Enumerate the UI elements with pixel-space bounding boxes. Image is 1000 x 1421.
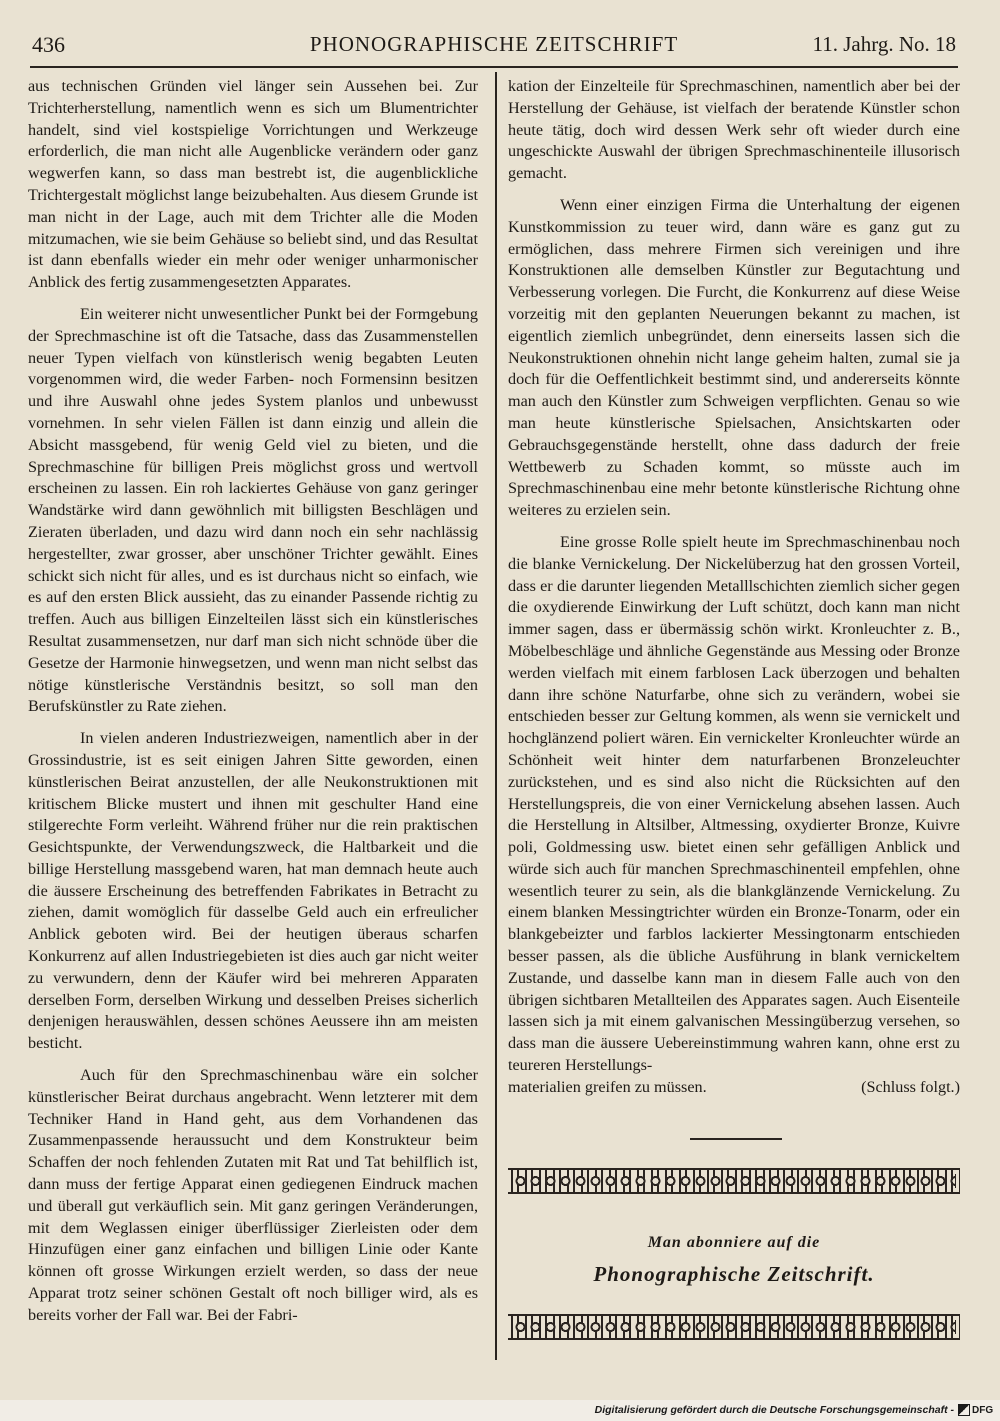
dfg-logo-icon: [958, 1404, 970, 1416]
right-paragraph-2: Wenn einer einzigen Firma die Unterhaltung der eigenen Kunstkommission zu teuer wird, dann wäre es ganz gut zu ermöglichen, dass mehrere Firmen sich vereinigen und ihre Konstruktionen alle demselben Künstler zur Begutachtung und Verbesserung vorlegen. Die Furcht, die Konkurrenz auf diese Weise vorzeitig mit den geplanten Neuerungen bekannt zu machen, ist eigentlich ziemlich unbegründet, denn einerseits lassen sich die Neukonstruktionen ohnehin nicht lange geheim halten, zumal sie ja doch für die Oeffentlichkeit bestimmt sind, und andererseits könnte man auch den Künstler zum Schweigen verpflichten. Genau so wie man heute künstlerische Spielsachen, Ansichtskarten oder Gebrauchsgegenstände herstellt, ohne dass dadurch der freie Wettbewerb zu Schaden kommt, so müsste auch im Sprechmaschinenbau eine mehr betonte künstlerische Richtung ohne weiteres zu erzielen sein.: [508, 195, 960, 520]
page-number: 436: [32, 32, 65, 57]
to-be-continued: (Schluss folgt.): [861, 1077, 960, 1096]
section-end-rule: [690, 1138, 782, 1140]
ornamental-border-bottom: [508, 1314, 960, 1340]
left-paragraph-4: Auch für den Sprechmaschinenbau wäre ein solcher künstlerischer Beirat durchaus angebracht. Wenn letzterer mit dem Techniker Hand in Hand geht, aus dem Vorhandenen das Zusammenpassende heraussucht und dem Konstrukteur beim Schaffen der noch fehlenden Zutaten mit Rat und Tat behilflich ist, dann muss der fertige Apparat einen gediegenen Eindruck machen und überall gut verkäuflich sein. Mit ganz geringen Veränderungen, mit dem Weglassen einiger überflüssiger Zierleisten oder dem Hinzufügen einer ganz einfachen und billigen Linie oder Kante können oft grosse Wirkungen erzielt werden, so dass der neue Apparat trotz seiner schönen Gestalt oft noch billiger wird, als es bereits vorher der Fall war. Bei der Fabri-: [28, 1066, 478, 1324]
left-column: [28, 76, 478, 1337]
closing-line: [508, 1077, 960, 1099]
right-paragraph-1: kation der Einzelteile für Sprechmaschinen, namentlich aber bei der Herstellung der Gehäuse, ist vielfach der beratende Künstler schon heute tätig, doch wird dessen Werk sehr oft wieder durch eine ungeschickte Auswahl der übrigen Sprechmaschinenteile illusorisch gemacht.: [508, 77, 960, 183]
funding-credit: Digitalisierung gefördert durch die Deutsche Forschungsgemeinschaft -: [594, 1404, 954, 1416]
dfg-logo-text: DFG: [972, 1404, 994, 1416]
ad-journal-name: Phonographische Zeitschrift.: [593, 1262, 875, 1286]
right-paragraph-3: [508, 532, 960, 1077]
left-paragraph-2: Ein weiterer nicht unwesentlicher Punkt bei der Formgebung der Sprechmaschine ist oft die Tatsache, dass das Zusammenstellen neuer Typen vielfach von künstlerisch wenig begabten Leuten vorgenommen wird, die weder Farben- noch Formensinn besitzen und ihre Auswahl ohne jedes System planlos und unbewusst vornehmen. In sehr vielen Fällen ist dann einzig und allein die Absicht massgebend, für wenig Geld viel zu bieten, und die Sprechmaschine für billigen Preis möglichst gross und wertvoll erscheinen zu lassen. Ein roh lackiertes Gehäuse von ganz geringer Wandstärke wird dann gewöhnlich mit billigsten Beschlägen und Zieraten überladen, und dazu wird dann noch ein sehr nachlässig hergestellter, zwar grosser, aber unschöner Trichter gewählt. Eines schickt sich nicht für alles, und es ist durchaus nicht so einfach, wie es auf den ersten Blick aussieht, das zu einander Passende richtig zu treffen. Auch aus billigen Einzelteilen lässt sich ein künstlerisches Resultat zusammensetzen, nur darf man sich nicht schnöde über die Gesetze der Harmonie hinwegsetzen, und wenn man nicht selbst das nötige künstlerische Verständnis besitzt, so soll man den Berufskünstler zu Rate ziehen.: [28, 304, 478, 716]
left-paragraph-1: aus technischen Gründen viel länger sein Aussehen bei. Zur Trichterherstellung, namentlich wenn es sich um Blumentrichter handelt, sind viel kostspielige Vorrichtungen und Werkzeuge erforderlich, die man nicht alle Augenblicke verändern oder ganz wegwerfen kann, so dass man bestrebt ist, die augenblickliche Trichtergestalt möglichst lange beizubehalten. Aus diesem Grunde ist man nicht in der Lage, auch mit dem Trichter alle die Moden mitzumachen, wie sie beim Gehäuse so beliebt sind, und das Resultat ist dann ebenfalls wieder ein mehr oder weniger unharmonischer Anblick des fertig zusammengesetzten Apparates.: [28, 77, 478, 292]
right-paragraph-3-last: materialien greifen zu müssen.: [508, 1077, 707, 1096]
page-header: [30, 30, 958, 68]
left-paragraph-3: In vielen anderen Industriezweigen, namentlich aber in der Grossindustrie, ist es seit einigen Jahren Sitte geworden, einen künstlerischen Beirat anzustellen, der alle Neukonstruktionen mit kritischem Blicke mustert und ihnen mit geschulter Hand eine stilgerechte Form verleiht. Während früher nur die rein praktischen Gesichtspunkte, der Verwendungszweck, die Haltbarkeit und die billige Herstellung massgebend waren, hat man demnach heute auch die äussere Erscheinung des betreffenden Fabrikates in Betracht zu ziehen, damit womöglich für dasselbe Geld auch ein erfreulicher Anblick geboten wird. Bei der heutigen überaus scharfen Konkurrenz auf allen Industriegebieten ist dies auch gar nicht weiter zu verwundern, denn der Käufer wird bei mehreren Apparaten derselben Form, derselben Wirkung und desselben Preises sicherlich denjenigen herauswählen, dessen schönes Aeussere ihn am meisten besticht.: [28, 729, 478, 1053]
subscription-ad: [508, 1168, 960, 1363]
issue-label: 11. Jahrg. No. 18: [812, 32, 956, 56]
column-divider: [495, 72, 497, 1360]
ad-subscribe-line: Man abonniere auf die: [647, 1234, 821, 1251]
dfg-logo: [958, 1403, 994, 1417]
journal-title: PHONOGRAPHISCHE ZEITSCHRIFT: [309, 32, 679, 56]
right-paragraph-3-text: Eine grosse Rolle spielt heute im Sprechmaschinenbau noch die blanke Vernickelung. Der Nickelüberzug hat den grossen Vorteil, dass er die darunter liegenden Metalllschichten ziemlich sicher gegen die oxydierende Einwirkung der Luft schützt, doch kann man nicht immer sagen, dass er übermässig schön wirkt. Kronleuchter z. B., Möbelbeschläge und ähnliche Gegenstände aus Messing oder Bronze werden vielfach mit einem farblosen Lack überzogen und behalten dann ihre schöne Naturfarbe, ohne sich zu verändern, wobei sie entschieden besser zur Geltung kommen, als wenn sie vernickelt und hochglänzend poliert wären. Ein vernickelter Kronleuchter würde an Schönheit weit hinter dem naturfarbenen Bronzeleuchter zurückstehen, und es sind also nicht die Rücksichten auf den Herstellungspreis, die von einer Vernickelung absehen lassen. Auch die Herstellung in Altsilber, Altmessing, oxydierter Bronze, Kuivre poli, Goldmessing usw. bietet einen sehr gefälligen Anblick und würde sich auch für manchen Sprechmaschinenteil empfehlen, ohne wesentlich teurer zu sein, als die blankglänzende Vernickelung. Zu einem blanken Messingtrichter würden ein Bronze-Tonarm, oder ein blankgebeizter und farblos lackierter Messingtonarm entschieden besser passen, als die übliche Ausführung in blank vernickeltem Zustande, und dasselbe kann man in diesem Falle auch von den übrigen sichtbaren Metallteilen des Apparates sagen. Auch Eisenteile lassen sich ja mit einem galvanischen Messingüberzug versehen, so dass man die äussere Uebereinstimmung wahren kann, ohne erst zu teureren Herstellungs-: [508, 532, 960, 1075]
right-column: [508, 76, 960, 1099]
ornamental-border-top: [508, 1168, 960, 1194]
